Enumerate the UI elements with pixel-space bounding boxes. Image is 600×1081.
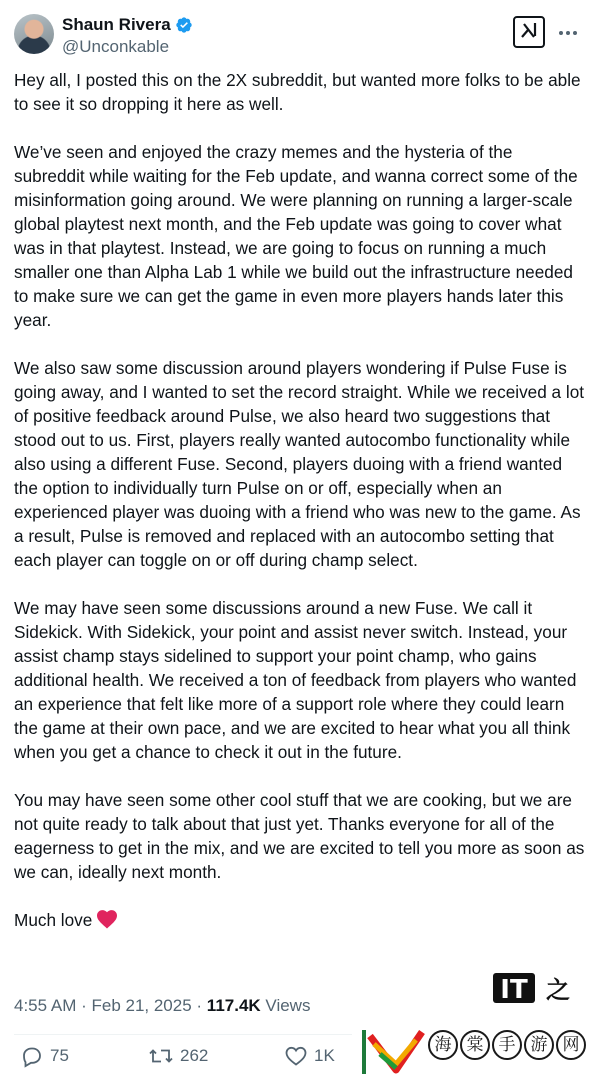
more-options-button[interactable]	[556, 20, 580, 44]
svg-text:之: 之	[546, 976, 570, 1004]
like-button[interactable]	[284, 1043, 335, 1069]
heart-emoji-icon	[96, 909, 118, 935]
more-icon	[558, 23, 578, 41]
signoff-text: Much love	[14, 910, 93, 930]
tweet-date[interactable]: Feb 21, 2025	[91, 996, 192, 1015]
like-count: 1K	[314, 1046, 335, 1065]
site-logo-icon	[356, 1024, 426, 1076]
site-char: 棠	[460, 1030, 490, 1060]
site-char: 网	[556, 1030, 586, 1060]
tweet-signoff	[14, 908, 586, 935]
tweet-paragraph: You may have seen some other cool stuff that we are cooking, but we are not quite ready to talk about that just yet. Thanks everyone for all of the eagerness to get in the mix, and we are excited to tell you more as soon as we can, ideally next month.	[14, 790, 585, 882]
reply-button[interactable]	[20, 1043, 69, 1069]
views-label: Views	[260, 996, 311, 1015]
views-count: 117.4K	[206, 996, 261, 1015]
site-char: 海	[428, 1030, 458, 1060]
author-display-name[interactable]: Shaun Rivera	[62, 15, 171, 34]
reply-count: 75	[50, 1046, 69, 1065]
site-char: 手	[492, 1030, 522, 1060]
tweet-paragraph: We also saw some discussion around players wondering if Pulse Fuse is going away, and I wanted to set the record straight. While we received a lot of positive feedback around Pulse, we also heard two suggestions that stood out to us. First, players really wanted autocombo functionality while also using a different Fuse. Second, players duoing with a friend wanted the option to individually turn Pulse on or off, especially when an experienced player was duoing with a friend who was new to the game. As a result, Pulse is removed and replaced with an autocombo setting that each player can toggle on or off during champ select.	[14, 358, 585, 570]
tweet-meta	[14, 995, 310, 1017]
like-icon	[284, 1044, 308, 1068]
repost-icon	[148, 1044, 174, 1068]
it-home-watermark	[492, 970, 582, 1006]
tweet-paragraph: Hey all, I posted this on the 2X subreddit, but wanted more folks to be able to see it so dropping it here as well.	[14, 70, 581, 114]
site-watermark	[352, 1022, 600, 1080]
avatar[interactable]	[14, 14, 54, 54]
tweet-paragraph: We may have seen some discussions around a new Fuse. We call it Sidekick. With Sidekick, your point and assist never switch. Instead, your assist champ stays sidelined to support your point champ, who gains additional health. We received a ton of feedback from players who wanted an experience that felt like more of a support role where they could learn the game at their own pace, and we are excited to hear what you all think when you get a chance to check it out in the future.	[14, 598, 577, 762]
reply-icon	[20, 1044, 44, 1068]
site-char: 游	[524, 1030, 554, 1060]
repost-count: 262	[180, 1046, 209, 1065]
tweet-header	[14, 14, 586, 58]
tweet-text	[14, 68, 586, 959]
tweet-time[interactable]: 4:55 AM	[14, 996, 77, 1015]
grok-button[interactable]	[513, 16, 545, 48]
author-handle[interactable]: @Unconkable	[62, 37, 170, 56]
meta-separator: ·	[76, 996, 92, 1015]
grok-icon	[519, 20, 539, 45]
tweet-paragraph: We’ve seen and enjoyed the crazy memes and the hysteria of the subreddit while waiting for the Feb update, and wanna correct some of the misinformation going around. We were planning on running a larger-scale global playtest next month, and the Feb update was going to cover what was in that playtest. Instead, we are going to focus on running a much smaller one than Alpha Lab 1 while we build out the infrastructure needed to make sure we can get the game in even more players hands later this year.	[14, 142, 578, 330]
author-block[interactable]	[62, 14, 193, 58]
repost-button[interactable]	[148, 1043, 208, 1069]
svg-text:IT: IT	[500, 975, 528, 1005]
verified-badge-icon	[175, 16, 193, 34]
meta-separator: ·	[191, 996, 207, 1015]
site-name	[428, 1030, 586, 1060]
